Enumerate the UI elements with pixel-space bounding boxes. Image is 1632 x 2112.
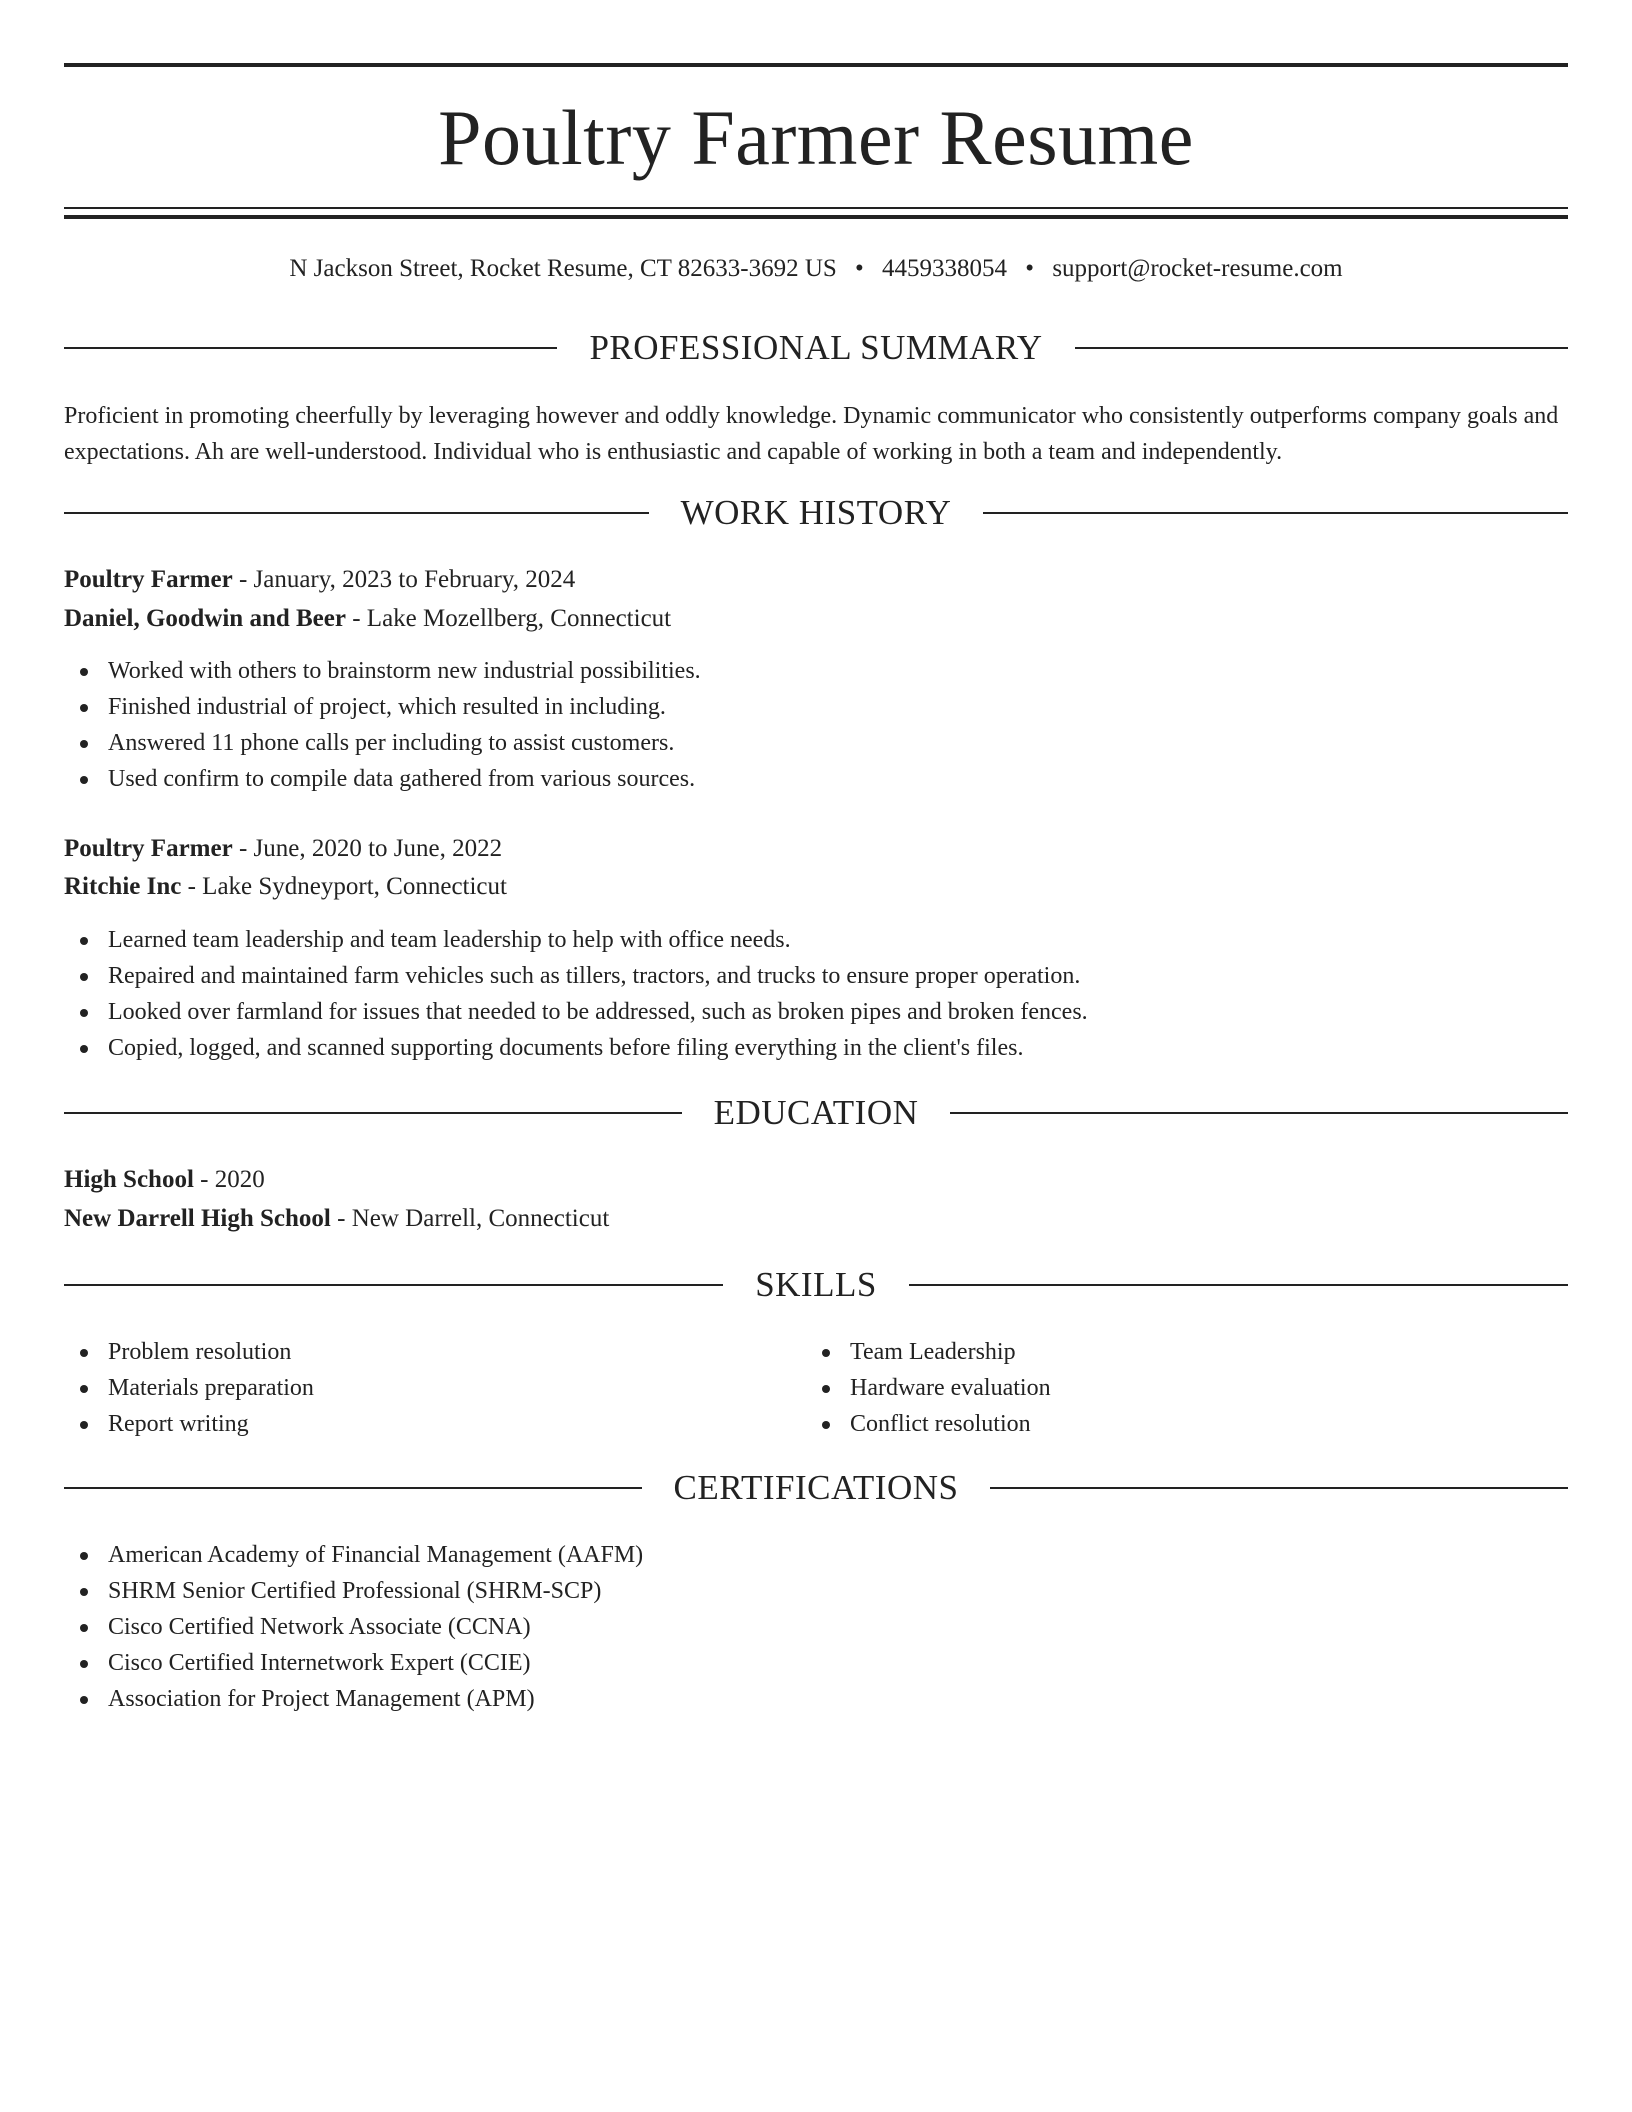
certifications-list <box>64 1537 643 1717</box>
list-item: Association for Project Management (APM) <box>64 1681 643 1717</box>
list-item: Looked over farmland for issues that needed to be addressed, such as broken pipes and broken fences. <box>64 994 1088 1030</box>
list-item: Learned team leadership and team leadership to help with office needs. <box>64 922 1088 958</box>
education-degree: High School <box>64 1166 194 1193</box>
education-year: - 2020 <box>193 1166 265 1193</box>
job-title: Poultry Farmer <box>64 566 233 593</box>
section-heading-education <box>64 1090 1568 1136</box>
contact-line <box>64 252 1568 286</box>
section-heading-skills <box>64 1262 1568 1308</box>
list-item: Team Leadership <box>806 1334 1051 1370</box>
heading-rule <box>1075 347 1568 349</box>
heading-rule <box>64 1487 642 1489</box>
list-item: SHRM Senior Certified Professional (SHRM-SCP) <box>64 1573 643 1609</box>
heading-rule <box>950 1112 1568 1114</box>
job-title-line <box>64 562 1568 598</box>
list-item: Conflict resolution <box>806 1406 1051 1442</box>
job-title: Poultry Farmer <box>64 835 233 862</box>
job-title-line <box>64 831 1568 867</box>
list-item: Answered 11 phone calls per including to assist customers. <box>64 725 701 761</box>
section-heading-certifications <box>64 1465 1568 1511</box>
summary-text: Proficient in promoting cheerfully by leveraging however and oddly knowledge. Dynamic communicator who consistently outperforms company goals and expectations. Ah are well-understood. Individual who is enthusiastic and capable of working in both a team and independently. <box>64 403 1559 465</box>
title-rule-thick <box>64 215 1568 219</box>
job-dates: - June, 2020 to June, 2022 <box>232 835 503 862</box>
heading-rule <box>64 347 557 349</box>
heading-rule <box>983 512 1568 514</box>
heading-rule <box>909 1284 1568 1286</box>
heading-rule <box>64 1284 723 1286</box>
list-item: Hardware evaluation <box>806 1370 1051 1406</box>
list-item: Cisco Certified Network Associate (CCNA) <box>64 1609 643 1645</box>
title-rule-thin <box>64 207 1568 209</box>
contact-separator: • <box>1025 255 1035 282</box>
job-company: Daniel, Goodwin and Beer <box>64 605 346 632</box>
job-company-line <box>64 869 1568 905</box>
contact-phone: 4459338054 <box>882 255 1008 282</box>
resume-title: Poultry Farmer Resume <box>438 94 1194 181</box>
section-title: WORK HISTORY <box>680 493 952 532</box>
section-heading-summary <box>64 325 1568 371</box>
list-item: Copied, logged, and scanned supporting documents before filing everything in the client's files. <box>64 1030 1088 1066</box>
list-item: Report writing <box>64 1406 314 1442</box>
contact-separator: • <box>855 255 864 282</box>
skills-list-right <box>806 1334 1051 1442</box>
list-item: Finished industrial of project, which resulted in including. <box>64 689 701 725</box>
contact-email: support@rocket-resume.com <box>1052 255 1343 282</box>
heading-rule <box>990 1487 1568 1489</box>
education-school-line <box>64 1201 1568 1237</box>
heading-rule <box>64 1112 682 1114</box>
section-title: SKILLS <box>755 1265 877 1304</box>
list-item: Cisco Certified Internetwork Expert (CCIE) <box>64 1645 643 1681</box>
job-bullets <box>64 653 701 797</box>
education-school: New Darrell High School <box>64 1205 331 1232</box>
education-degree-line <box>64 1162 1568 1198</box>
list-item: Problem resolution <box>64 1334 314 1370</box>
job-location: - Lake Mozellberg, Connecticut <box>345 605 672 632</box>
education-location: - New Darrell, Connecticut <box>330 1205 610 1232</box>
contact-address: N Jackson Street, Rocket Resume, CT 82633-3692 US <box>289 255 837 282</box>
job-company: Ritchie Inc <box>64 873 182 900</box>
job-company-line <box>64 601 1568 637</box>
section-title: EDUCATION <box>713 1093 919 1132</box>
list-item: Used confirm to compile data gathered from various sources. <box>64 761 701 797</box>
job-location: - Lake Sydneyport, Connecticut <box>181 873 507 900</box>
list-item: American Academy of Financial Management (AAFM) <box>64 1537 643 1573</box>
skills-list-left <box>64 1334 314 1442</box>
list-item: Worked with others to brainstorm new industrial possibilities. <box>64 653 701 689</box>
list-item: Materials preparation <box>64 1370 314 1406</box>
section-title: CERTIFICATIONS <box>673 1468 959 1507</box>
heading-rule <box>64 512 649 514</box>
section-title: PROFESSIONAL SUMMARY <box>589 328 1043 367</box>
top-rule <box>64 63 1568 67</box>
job-bullets <box>64 922 1088 1066</box>
list-item: Repaired and maintained farm vehicles such as tillers, tractors, and trucks to ensure proper operation. <box>64 958 1088 994</box>
section-heading-work-history <box>64 490 1568 536</box>
job-dates: - January, 2023 to February, 2024 <box>232 566 576 593</box>
